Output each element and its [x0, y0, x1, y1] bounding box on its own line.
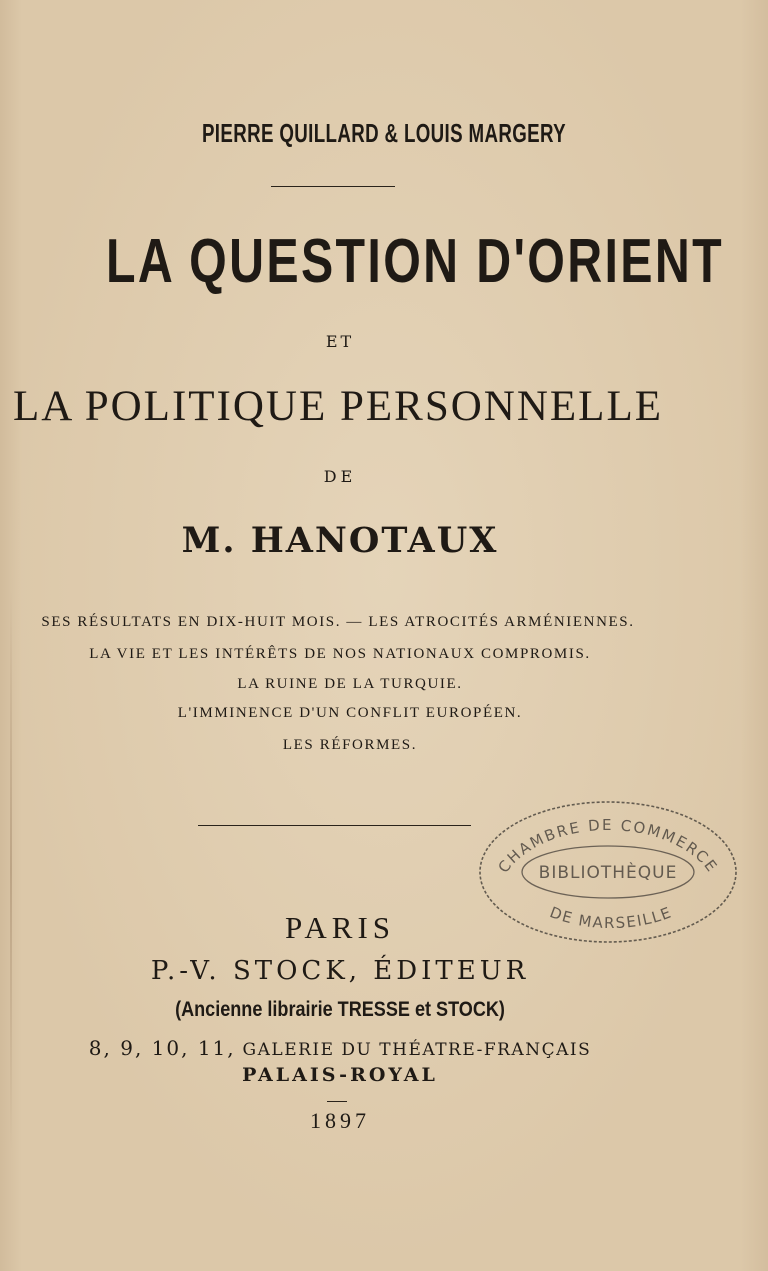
- connector-de: DE: [323, 467, 357, 486]
- subject-name: M. HANOTAUX: [181, 520, 499, 561]
- address-street: GALERIE DU THÉATRE-FRANÇAIS: [242, 1040, 592, 1060]
- stamp-bottom-text: DE MARSEILLE: [547, 903, 675, 933]
- title-line-2: LA POLITIQUE PERSONNELLE: [13, 383, 663, 430]
- top-divider: [271, 186, 395, 187]
- contents-line-5: LES RÉFORMES.: [282, 737, 418, 753]
- imprint-address: [70, 1036, 610, 1060]
- authors-line: PIERRE QUILLARD & LOUIS MARGERY: [201, 118, 567, 148]
- contents-line-1: SES RÉSULTATS EN DIX-HUIT MOIS. — LES ATROCITÉS ARMÉNIENNES.: [41, 614, 635, 630]
- middle-divider: [198, 825, 471, 826]
- title-line-1: LA QUESTION D'ORIENT: [106, 227, 725, 296]
- imprint-former-name: (Ancienne librairie TRESSE et STOCK): [175, 998, 505, 1021]
- page-edge-shadow: [10, 590, 12, 1150]
- stamp-top-text: CHAMBRE DE COMMERCE: [494, 815, 722, 877]
- imprint-district: PALAIS-ROYAL: [242, 1064, 438, 1086]
- contents-line-3: LA RUINE DE LA TURQUIE.: [237, 676, 463, 692]
- connector-et: ET: [325, 332, 355, 351]
- publication-year: 1897: [310, 1108, 370, 1133]
- imprint-publisher: P.-V. STOCK, ÉDITEUR: [150, 956, 530, 986]
- library-stamp: [468, 790, 748, 950]
- address-numbers: 8, 9, 10, 11,: [88, 1036, 236, 1060]
- stamp-middle-text: BIBLIOTHÈQUE: [538, 863, 678, 883]
- imprint-city: PARIS: [284, 910, 396, 945]
- contents-line-4: L'IMMINENCE D'UN CONFLIT EUROPÉEN.: [177, 705, 523, 721]
- year-dash: [327, 1101, 347, 1102]
- contents-line-2: LA VIE ET LES INTÉRÊTS DE NOS NATIONAUX COMPROMIS.: [89, 646, 591, 662]
